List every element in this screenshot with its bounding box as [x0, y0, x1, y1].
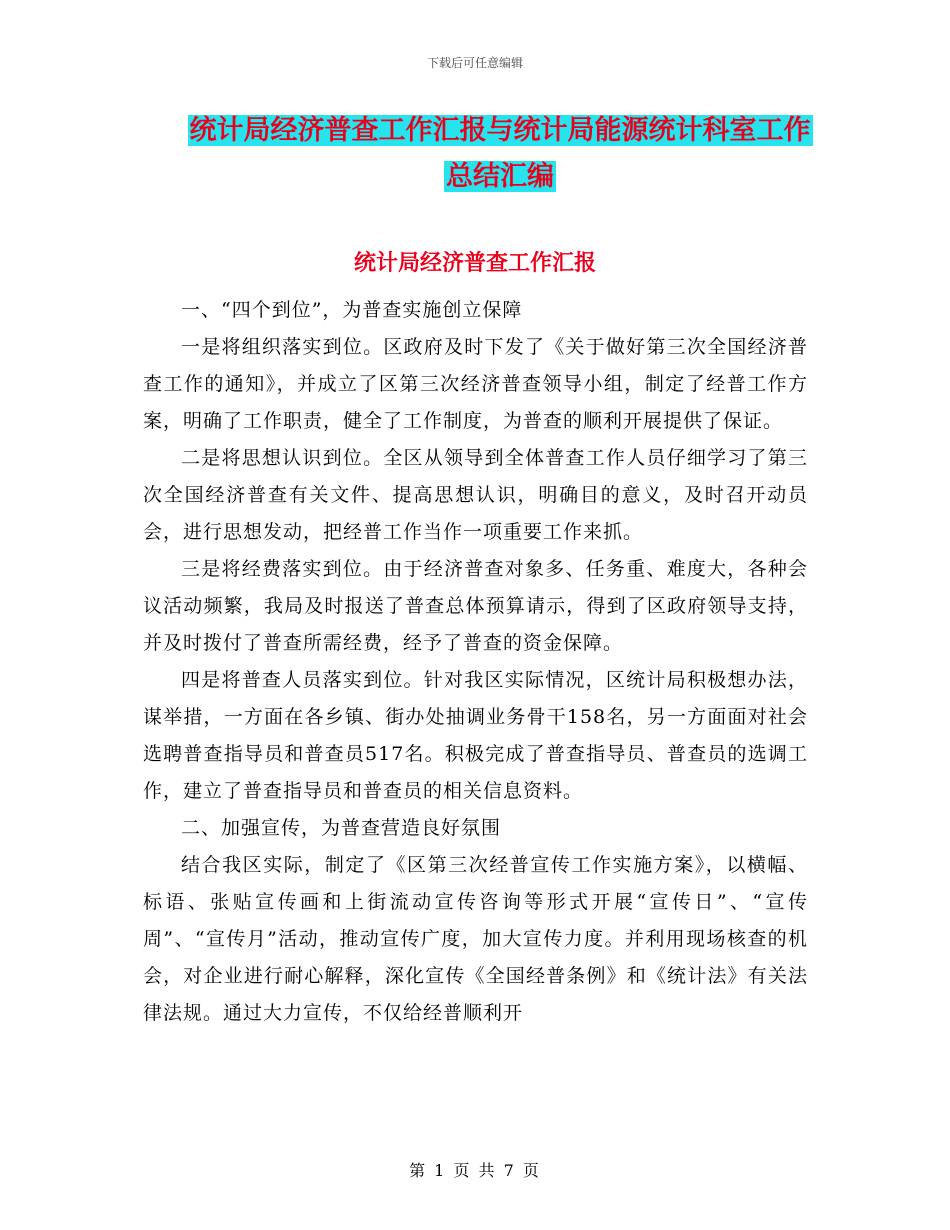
paragraph: 四是将普查人员落实到位。针对我区实际情况，区统计局积极想办法，谋举措，一方面在各乡镇、街办处抽调业务骨干158名，另一方面面对社会选聘普查指导员和普查员517名。积极完成了普查指导员、普查员的选调工作，建立了普查指导员和普查员的相关信息资料。	[143, 669, 808, 802]
paragraph-heading-1: 一、“四个到位”，为普查实施创立保障	[181, 299, 523, 321]
paragraph: 三是将经费落实到位。由于经济普查对象多、任务重、难度大，各种会议活动频繁，我局及时报送了普查总体预算请示，得到了区政府领导支持，并及时拨付了普查所需经费，经予了普查的资金保障。	[143, 558, 808, 654]
paragraph: 二是将思想认识到位。全区从领导到全体普查工作人员仔细学习了第三次全国经济普查有关文件、提高思想认识，明确目的意义，及时召开动员会，进行思想发动，把经普工作当作一项重要工作来抓。	[143, 447, 808, 543]
document-title-line-1: 统计局经济普查工作汇报与统计局能源统计科室工作	[189, 115, 811, 146]
paragraph: 结合我区实际，制定了《区第三次经普宣传工作实施方案》，以横幅、标语、张贴宣传画和上街流动宣传咨询等形式开展“宣传日”、“宣传周”、“宣传月”活动，推动宣传广度，加大宣传力度。并利用现场核查的机会，对企业进行耐心解释，深化宣传《全国经普条例》和《统计法》有关法律法规。通过大力宣传，不仅给经普顺利开	[143, 854, 808, 1024]
document-title	[120, 108, 880, 200]
header-note: 下载后可任意编辑	[426, 56, 523, 70]
document-title-line-2: 总结汇编	[446, 161, 554, 192]
paragraph: 一是将组织落实到位。区政府及时下发了《关于做好第三次全国经济普查工作的通知》，并成立了区第三次经济普查领导小组，制定了经普工作方案，明确了工作职责，健全了工作制度，为普查的顺利开展提供了保证。	[143, 336, 808, 432]
page-footer: 第 1 页 共 7 页	[409, 1161, 541, 1180]
section-title: 统计局经济普查工作汇报	[353, 250, 596, 276]
body-text	[143, 292, 808, 1032]
paragraph-heading-2: 二、加强宣传，为普查营造良好氛围	[181, 817, 502, 839]
